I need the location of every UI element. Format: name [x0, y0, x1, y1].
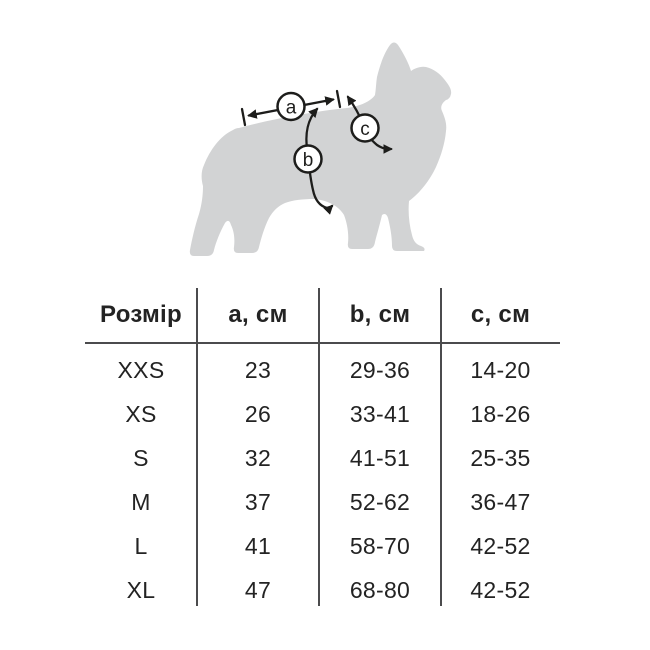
table-row	[85, 480, 560, 524]
size-table	[85, 288, 560, 614]
measurement-a-label	[278, 93, 305, 120]
dog-measurement-diagram	[175, 20, 475, 270]
a-cell: 37	[244, 488, 272, 515]
c-cell: 42-52	[470, 532, 531, 559]
c-cell: 25-35	[470, 444, 531, 471]
b-cell: 52-62	[349, 488, 411, 515]
size-cell: L	[134, 532, 148, 559]
dimension-tick-right	[337, 91, 340, 107]
header-c-cm: c, см	[470, 301, 531, 328]
measurement-b-label	[295, 146, 322, 173]
table-row	[85, 392, 560, 436]
b-cell: 41-51	[349, 444, 411, 471]
header-size: Розмір	[100, 301, 182, 328]
dog-diagram-svg	[175, 20, 475, 270]
column-divider-3	[440, 288, 442, 606]
a-cell: 32	[244, 444, 272, 471]
label-text-a: a	[285, 97, 297, 119]
c-cell: 42-52	[470, 576, 531, 603]
table-body	[85, 348, 560, 612]
header-b-cm: b, см	[349, 301, 411, 328]
size-cell: XS	[125, 400, 157, 427]
measurement-c-label	[352, 115, 379, 142]
b-cell: 29-36	[349, 356, 411, 383]
table-row	[85, 348, 560, 392]
size-cell: XXS	[117, 356, 165, 383]
table-row	[85, 568, 560, 612]
size-cell: M	[131, 488, 151, 515]
size-cell: S	[133, 444, 149, 471]
b-cell: 58-70	[349, 532, 411, 559]
c-cell: 36-47	[470, 488, 531, 515]
table-row	[85, 436, 560, 480]
dimension-tick-left	[242, 109, 245, 125]
label-text-b: b	[302, 150, 314, 171]
header-a-cm: a, см	[228, 301, 288, 328]
column-divider-1	[196, 288, 198, 606]
c-cell: 14-20	[470, 356, 531, 383]
c-cell: 18-26	[470, 400, 531, 427]
a-cell: 26	[244, 400, 272, 427]
table-row	[85, 524, 560, 568]
b-cell: 68-80	[349, 576, 411, 603]
dog-silhouette	[190, 43, 451, 257]
column-divider-2	[318, 288, 320, 606]
size-cell: XL	[126, 576, 156, 603]
b-cell: 33-41	[349, 400, 411, 427]
label-text-c: c	[360, 119, 370, 140]
header-divider	[85, 342, 560, 344]
table-header-row	[85, 288, 560, 342]
a-cell: 23	[244, 356, 272, 383]
a-cell: 41	[244, 532, 272, 559]
a-cell: 47	[244, 576, 272, 603]
